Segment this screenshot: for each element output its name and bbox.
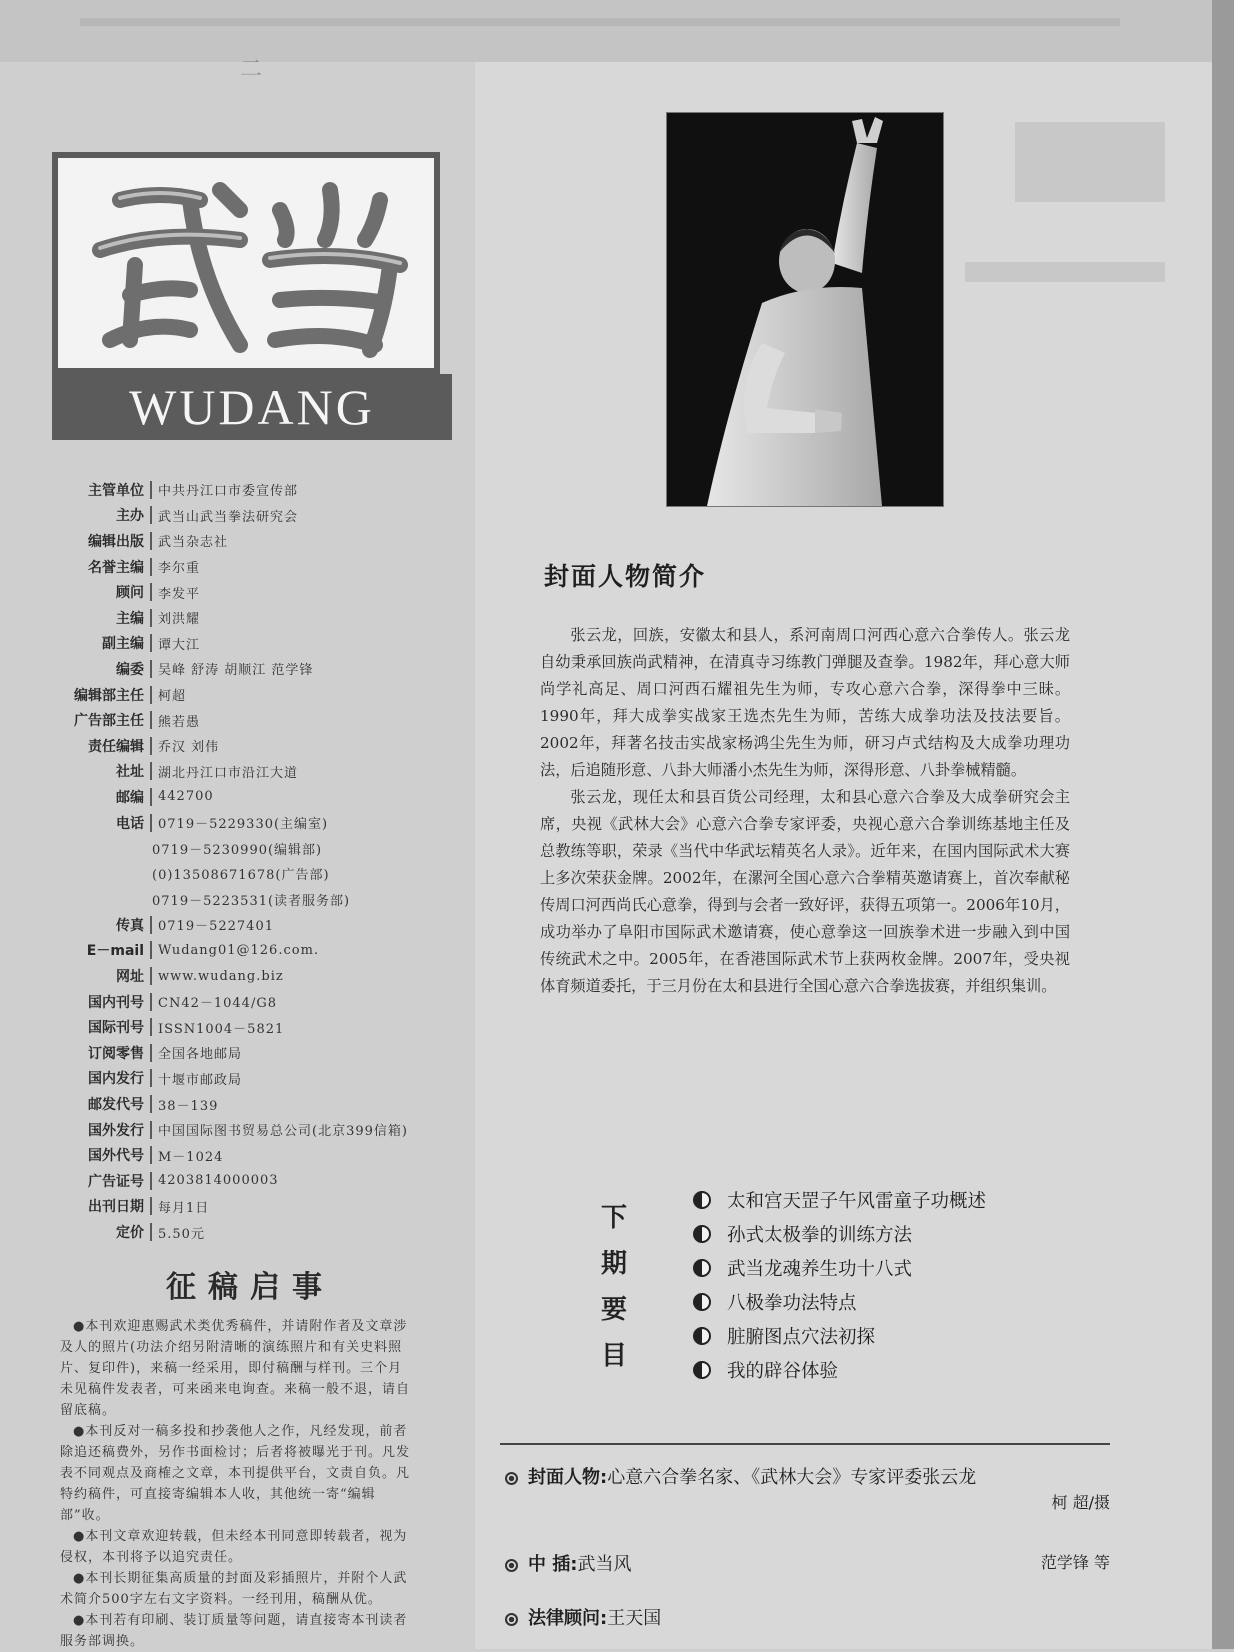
next-issue-list (693, 1183, 1113, 1387)
masthead-value: 0719－5230990(编辑部) (152, 842, 323, 858)
masthead-value: 武当杂志社 (158, 535, 229, 551)
cover-profile-text (540, 622, 1070, 1000)
masthead-value: 熊若愚 (158, 714, 201, 730)
masthead-row (60, 733, 470, 759)
half-circle-bullet-icon (693, 1293, 711, 1311)
masthead-separator (150, 1197, 152, 1215)
half-circle-bullet-icon (693, 1225, 711, 1243)
masthead-label: 国外发行 (88, 1122, 144, 1139)
masthead-separator (150, 1018, 152, 1036)
masthead-separator (150, 609, 152, 627)
masthead-label: 电话 (116, 815, 144, 832)
masthead-separator (150, 1044, 152, 1062)
masthead-value: Wudang01@126.com. (158, 942, 320, 958)
masthead-value: 谭大江 (158, 637, 201, 653)
masthead-row (60, 707, 470, 733)
bullet-icon (505, 1613, 518, 1626)
masthead-value: 李尔重 (158, 561, 201, 577)
next-issue-label (594, 1195, 634, 1379)
masthead-separator (150, 686, 152, 704)
cover-profile-paragraph: 张云龙，回族，安徽太和县人，系河南周口河西心意六合拳传人。张云龙自幼秉承回族尚武精神，在清真寺习练教门弹腿及查拳。1982年，拜心意大师尚学礼高足、周口河西石耀祖先生为师，专攻心意六合拳，深得拳中三昧。1990年，拜大成拳实战家王选杰先生为师，苦练大成拳功法及技法要旨。2002年，拜著名技击实战家杨鸿尘先生为师，研习卢式结构及大成拳功理功法，后追随形意、八卦大师潘小杰先生为师，深得形意、八卦拳械精髓。 (540, 626, 1070, 779)
masthead-value: 0719－5223531(读者服务部) (152, 893, 351, 909)
masthead-separator (150, 1146, 152, 1164)
masthead-row (60, 579, 470, 605)
top-band (0, 0, 1234, 82)
masthead-value: 李发平 (158, 586, 201, 602)
masthead-row (60, 477, 470, 503)
masthead-row (60, 528, 470, 554)
divider (500, 1443, 1110, 1445)
masthead-label: E－mail (86, 943, 144, 960)
next-issue-item (693, 1319, 1113, 1353)
masthead-value: 38－139 (158, 1098, 219, 1114)
masthead-row (60, 784, 470, 810)
call-for-papers-paragraph: ●本刊长期征集高质量的封面及彩插照片，并附个人武术简介500字左右文字资料。一经刊用，稿酬从优。 (60, 1571, 408, 1607)
masthead-label: 国内发行 (88, 1071, 144, 1088)
masthead-row (60, 963, 470, 989)
masthead-row (60, 810, 470, 836)
call-for-papers-paragraph: ●本刊欢迎惠赐武术类优秀稿件，并请附作者及文章涉及人的照片(功法介绍另附清晰的演练照片和有关史料照片、复印件)，来稿一经采用，即付稿酬与样刊。三个月未见稿件发表者，可来函来电询查。来稿一般不退，请自留底稿。 (60, 1319, 411, 1418)
next-issue-label-char: 目 (600, 1341, 627, 1371)
legal-credit (505, 1604, 661, 1630)
masthead-value: 十堰市邮政局 (158, 1072, 243, 1088)
masthead-value: 中共丹江口市委宣传部 (158, 484, 299, 500)
next-issue-item (693, 1217, 1113, 1251)
legal-credit-text: 王天国 (607, 1608, 662, 1629)
colon: : (600, 1467, 608, 1488)
logo-wordmark: WUDANG (52, 374, 452, 440)
masthead-row (60, 759, 470, 785)
masthead-label: 编辑出版 (88, 533, 144, 550)
masthead-separator (150, 583, 152, 601)
insert-credit-label: 中 插 (528, 1554, 571, 1575)
page-number: 二 (240, 57, 263, 82)
masthead-row (60, 1066, 470, 1092)
logo-frame (52, 152, 440, 374)
masthead-value: 吴峰 舒涛 胡顺江 范学锋 (158, 663, 314, 679)
masthead-separator (150, 788, 152, 806)
next-issue-item-text: 我的辟谷体验 (727, 1361, 839, 1382)
masthead-separator (150, 1095, 152, 1113)
masthead-row (60, 656, 470, 682)
next-issue-item (693, 1285, 1113, 1319)
masthead-row (60, 1194, 470, 1220)
masthead-label: 主编 (116, 610, 144, 627)
masthead-value: 全国各地邮局 (158, 1047, 243, 1063)
masthead-value: 0719－5227401 (158, 919, 274, 935)
masthead-value: M－1024 (158, 1149, 224, 1165)
masthead-value: 每月1日 (158, 1200, 210, 1216)
masthead-label: 名誉主编 (88, 559, 144, 576)
call-for-papers-paragraph: ●本刊文章欢迎转载，但未经本刊同意即转载者，视为侵权，本刊将予以追究责任。 (60, 1529, 408, 1565)
masthead-value: 中国国际图书贸易总公司(北京399信箱) (158, 1124, 408, 1140)
masthead-row (60, 1014, 470, 1040)
half-circle-bullet-icon (693, 1259, 711, 1277)
masthead-separator (150, 660, 152, 678)
masthead-value: (0)13508671678(广告部) (152, 868, 330, 884)
masthead-row (60, 1219, 470, 1245)
masthead-label: 主管单位 (88, 482, 144, 499)
cover-person-photo (666, 112, 944, 507)
masthead-row (60, 682, 470, 708)
masthead-label: 国际刊号 (88, 1020, 144, 1037)
masthead-row (60, 887, 470, 913)
masthead-row (60, 503, 470, 529)
masthead-separator (150, 558, 152, 576)
half-circle-bullet-icon (693, 1191, 711, 1209)
masthead-separator (150, 967, 152, 985)
masthead-value: www.wudang.biz (158, 968, 284, 984)
masthead-label: 订阅零售 (88, 1045, 144, 1062)
next-issue-item-text: 脏腑图点穴法初探 (727, 1327, 876, 1348)
cover-profile-paragraph: 张云龙，现任太和县百货公司经理，太和县心意六合拳及大成拳研究会主席，央视《武林大会》心意六合拳专家评委，央视心意六合拳训练基地主任及总教练等职，荣录《当代中华武坛精英名人录》。近年来，在国内国际武术大赛上多次荣获金牌。2002年，在漯河全国心意六合拳精英邀请赛上，首次奉献秘传周口河西尚氏心意拳，得到与会者一致好评，获得五项第一。2006年10月，成功举办了阜阳市国际武术邀请赛，使心意拳这一回族拳术进一步融入到中国传统武术之中。2005年，在香港国际武术节上获两枚金牌。2007年，受央视体育频道委托，于三月份在太和县进行全国心意六合拳选拔赛，并组织集训。 (540, 788, 1070, 995)
masthead-value: 湖北丹江口市沿江大道 (158, 765, 299, 781)
wudang-calligraphy-logo (80, 170, 420, 360)
masthead-separator (150, 1121, 152, 1139)
masthead-value: 5.50元 (158, 1226, 205, 1242)
next-issue-item-text: 武当龙魂养生功十八式 (727, 1259, 913, 1280)
martial-artist-figure (667, 113, 943, 506)
next-issue-label-char: 下 (600, 1203, 627, 1233)
cover-credit (505, 1463, 976, 1489)
masthead-separator (150, 762, 152, 780)
masthead-label: 传真 (116, 917, 144, 934)
masthead-label: 副主编 (102, 636, 144, 653)
masthead-row (60, 631, 470, 657)
masthead-label: 广告部主任 (74, 713, 144, 730)
masthead-row (60, 835, 470, 861)
cover-profile-title: 封面人物简介 (544, 562, 707, 591)
masthead-label: 顾问 (116, 585, 144, 602)
page-edge (1212, 0, 1234, 1649)
masthead-value: 0719－5229330(主编室) (158, 817, 329, 833)
masthead-row (60, 554, 470, 580)
masthead-value: 4203814000003 (158, 1173, 279, 1189)
colon: : (570, 1554, 578, 1575)
masthead-label: 出刊日期 (88, 1199, 144, 1216)
masthead-separator (150, 634, 152, 652)
masthead-separator (150, 941, 152, 959)
next-issue-label-char: 期 (600, 1249, 627, 1279)
insert-credit (505, 1550, 631, 1576)
call-for-papers-title: 征稿启事 (166, 1270, 334, 1305)
masthead-label: 网址 (116, 969, 144, 986)
masthead-value: 武当山武当拳法研究会 (158, 509, 299, 525)
masthead-value: ISSN1004－5821 (158, 1021, 285, 1037)
masthead-row (60, 912, 470, 938)
half-circle-bullet-icon (693, 1361, 711, 1379)
masthead-separator (150, 481, 152, 499)
masthead-separator (150, 916, 152, 934)
masthead-row (60, 605, 470, 631)
next-issue-item (693, 1183, 1113, 1217)
bullet-icon (505, 1472, 518, 1485)
legal-credit-label: 法律顾问 (528, 1608, 600, 1629)
masthead-separator (150, 814, 152, 832)
masthead-row (60, 938, 470, 964)
masthead-row (60, 1168, 470, 1194)
masthead-separator (150, 1172, 152, 1190)
masthead-label: 社址 (116, 764, 144, 781)
masthead-value: 442700 (158, 789, 214, 805)
next-issue-item (693, 1353, 1113, 1387)
bleed-through-block (1015, 122, 1165, 202)
masthead-value: 乔汉 刘伟 (158, 740, 220, 756)
bullet-icon (505, 1559, 518, 1572)
masthead-label: 编委 (116, 661, 144, 678)
masthead (60, 477, 470, 1245)
next-issue-item-text: 太和宫天罡子午风雷童子功概述 (727, 1191, 987, 1212)
colon: : (600, 1608, 608, 1629)
masthead-value: 刘洪耀 (158, 612, 201, 628)
masthead-label: 主办 (116, 508, 144, 525)
masthead-label: 邮编 (116, 789, 144, 806)
insert-credit-text: 武当风 (577, 1554, 632, 1575)
masthead-row (60, 1040, 470, 1066)
masthead-separator (150, 993, 152, 1011)
next-issue-label-char: 要 (600, 1295, 627, 1325)
masthead-separator (150, 737, 152, 755)
cover-credit-label: 封面人物 (528, 1467, 600, 1488)
masthead-label: 邮发代号 (88, 1097, 144, 1114)
next-issue-item-text: 八极拳功法特点 (727, 1293, 857, 1314)
masthead-label: 编辑部主任 (74, 687, 144, 704)
half-circle-bullet-icon (693, 1327, 711, 1345)
masthead-label: 国内刊号 (88, 994, 144, 1011)
masthead-row (60, 1117, 470, 1143)
masthead-separator (150, 1069, 152, 1087)
next-issue-item-text: 孙式太极拳的训练方法 (727, 1225, 913, 1246)
masthead-value: 柯超 (158, 689, 187, 705)
masthead-separator (150, 1223, 152, 1241)
masthead-separator (150, 532, 152, 550)
masthead-label: 责任编辑 (88, 738, 144, 755)
bleed-through-block (965, 262, 1165, 282)
masthead-label: 国外代号 (88, 1148, 144, 1165)
call-for-papers-text (60, 1316, 416, 1652)
cover-credit-text: 心意六合拳名家、《武林大会》专家评委张云龙 (607, 1467, 977, 1488)
masthead-label: 定价 (116, 1225, 144, 1242)
insert-author: 范学锋 等 (1040, 1553, 1110, 1572)
masthead-row (60, 1142, 470, 1168)
call-for-papers-paragraph: ●本刊反对一稿多投和抄袭他人之作，凡经发现，前者除追还稿费外，另作书面检讨；后者将被曝光于刊。凡发表不同观点及商榷之文章，本刊提供平台，文责自负。凡特约稿件，可直接寄编辑本人收，其他统一寄“编辑部”收。 (60, 1424, 411, 1523)
bleed-through-text (80, 18, 1120, 26)
masthead-separator (150, 711, 152, 729)
masthead-label: 广告证号 (88, 1173, 144, 1190)
masthead-row (60, 1091, 470, 1117)
masthead-row (60, 861, 470, 887)
logo-panel (58, 158, 434, 368)
next-issue-item (693, 1251, 1113, 1285)
masthead-value: CN42－1044/G8 (158, 996, 277, 1012)
masthead-row (60, 989, 470, 1015)
cover-photographer: 柯 超/摄 (1051, 1493, 1110, 1512)
masthead-separator (150, 506, 152, 524)
call-for-papers-paragraph: ●本刊若有印刷、装订质量等问题，请直接寄本刊读者服务部调换。 (60, 1613, 408, 1649)
